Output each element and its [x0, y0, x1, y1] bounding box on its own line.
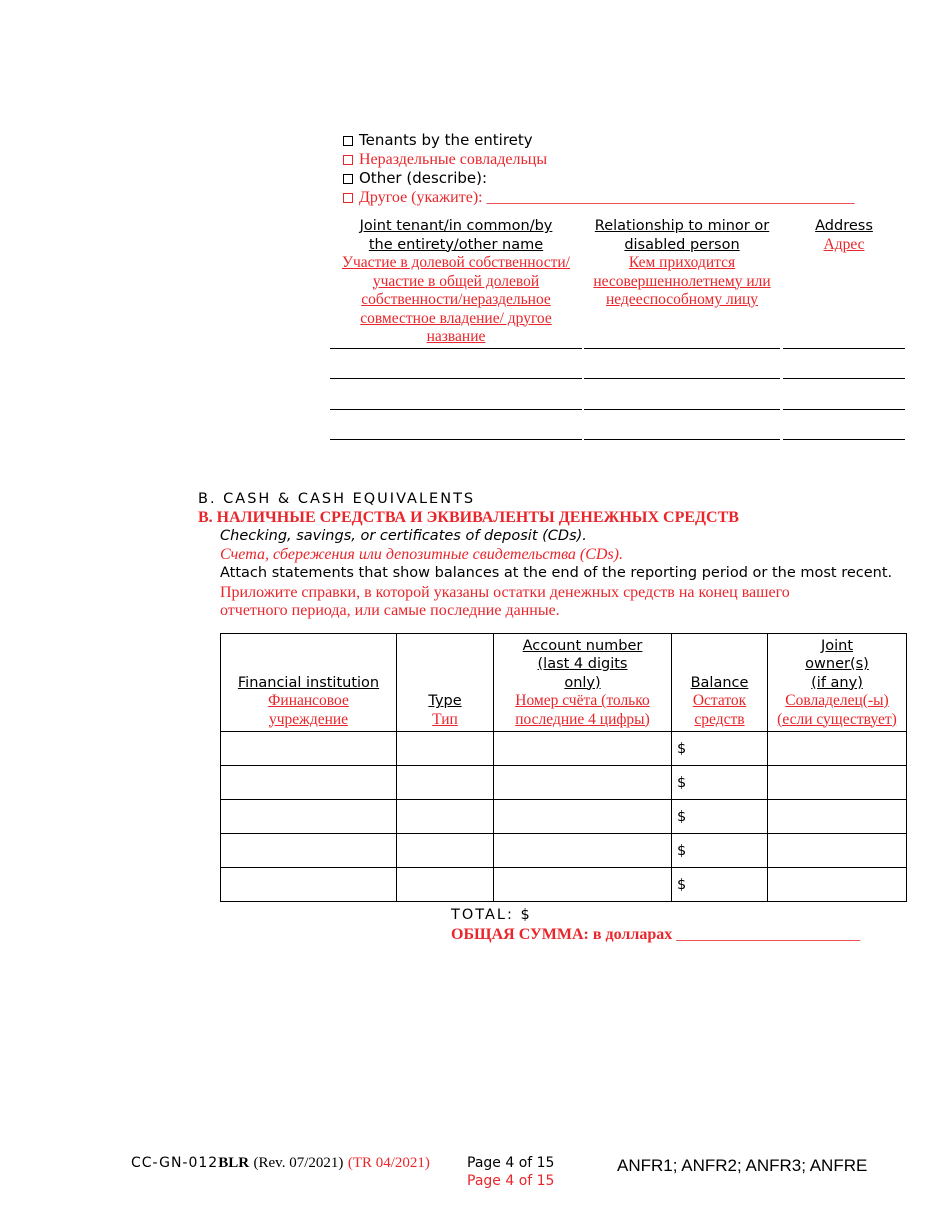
cell-balance[interactable]: $	[672, 732, 768, 766]
form-code: CC-GN-012	[131, 1155, 219, 1171]
header-en: Joint tenant/in common/by the entirety/other name	[359, 218, 553, 253]
header-type	[397, 634, 494, 732]
cell-joint-owner[interactable]	[768, 766, 907, 800]
table-row	[221, 800, 907, 834]
header-ru: Финансовое учреждение	[268, 692, 349, 728]
option-label: Другое (укажите): ______________________________________________	[359, 189, 855, 206]
cell-balance[interactable]: $	[672, 800, 768, 834]
form-suffix: BLR	[218, 1155, 250, 1171]
cell-account[interactable]	[494, 732, 672, 766]
section-b-subtitle-ru: Счета, сбережения или депозитные свидетельства (CDs).	[220, 546, 624, 563]
total-amount-field[interactable]: _______________________	[676, 926, 861, 943]
table-row	[221, 732, 907, 766]
cell-institution[interactable]	[221, 868, 397, 902]
cell-institution[interactable]	[221, 834, 397, 868]
total-label: TOTAL: $	[451, 907, 532, 923]
cell-joint-owner[interactable]	[768, 800, 907, 834]
table-row	[221, 834, 907, 868]
cell-account[interactable]	[494, 800, 672, 834]
form-revision: (Rev. 07/2021)	[253, 1155, 344, 1171]
header-ru: Кем приходится несовершеннолетнему или недееспособному лицу	[593, 254, 771, 308]
section-b-instruction-ru-2: отчетного периода, или самые последние данные.	[220, 602, 560, 619]
header-en: Type	[428, 693, 462, 709]
header-ru: Совладелец(-ы) (если существует)	[777, 692, 897, 728]
section-b-title: B. CASH & CASH EQUIVALENTS	[198, 491, 476, 507]
header-account-number	[494, 634, 672, 732]
section-b-subtitle: Checking, savings, or certificates of deposit (CDs).	[220, 528, 587, 544]
cell-institution[interactable]	[221, 766, 397, 800]
cell-type[interactable]	[397, 868, 494, 902]
page-number-ru: Page 4 of 15	[467, 1173, 555, 1189]
cell-balance[interactable]: $	[672, 766, 768, 800]
table-header-row	[221, 634, 907, 732]
table-row	[221, 766, 907, 800]
cell-type[interactable]	[397, 834, 494, 868]
header-ru: Тип	[432, 710, 458, 728]
joint-header-address	[783, 217, 905, 254]
section-b-title-ru: В. НАЛИЧНЫЕ СРЕДСТВА И ЭКВИВАЛЕНТЫ ДЕНЕЖНЫХ СРЕДСТВ	[198, 509, 739, 526]
section-b-instruction-ru-1: Приложите справки, в которой указаны остатки денежных средств на конец вашего	[220, 584, 790, 601]
option-tenants-entirety-ru[interactable]	[343, 150, 547, 169]
option-other-ru[interactable]	[343, 188, 855, 207]
form-codes: ANFR1; ANFR2; ANFR3; ANFRE	[617, 1156, 868, 1175]
cell-account[interactable]	[494, 766, 672, 800]
header-en: Address	[815, 218, 873, 234]
checkbox-icon[interactable]	[343, 193, 353, 203]
cell-joint-owner[interactable]	[768, 868, 907, 902]
cell-account[interactable]	[494, 868, 672, 902]
cell-balance[interactable]: $	[672, 834, 768, 868]
header-joint-owner	[768, 634, 907, 732]
header-en: Joint owner(s) (if any)	[805, 637, 869, 691]
total-label-ru	[451, 926, 860, 944]
form-id	[131, 1155, 430, 1172]
option-label: Tenants by the entirety	[359, 131, 533, 149]
header-en: Financial institution	[237, 674, 380, 691]
cash-accounts-table	[220, 633, 907, 902]
cell-joint-owner[interactable]	[768, 834, 907, 868]
cell-type[interactable]	[397, 732, 494, 766]
header-en: Account number (last 4 digits only)	[522, 637, 643, 691]
option-other[interactable]	[343, 169, 487, 188]
header-ru: Номер счёта (только последние 4 цифры)	[515, 692, 650, 728]
header-en: Relationship to minor or disabled person	[594, 218, 770, 253]
cell-type[interactable]	[397, 766, 494, 800]
option-label: Other (describe):	[359, 169, 488, 187]
total-label-ru-text: ОБЩАЯ СУММА: в долларах	[451, 926, 673, 943]
option-tenants-entirety[interactable]	[343, 131, 533, 150]
cell-balance[interactable]: $	[672, 868, 768, 902]
cell-account[interactable]	[494, 834, 672, 868]
joint-header-relationship	[584, 217, 780, 310]
cell-institution[interactable]	[221, 800, 397, 834]
section-b-instruction: Attach statements that show balances at the end of the reporting period or the most recent.	[220, 565, 893, 581]
joint-header-name	[330, 217, 582, 347]
checkbox-icon[interactable]	[343, 155, 353, 165]
header-financial-institution	[221, 634, 397, 732]
cell-institution[interactable]	[221, 732, 397, 766]
form-translation-date: (TR 04/2021)	[347, 1155, 430, 1171]
option-label: Нераздельные совладельцы	[359, 151, 548, 168]
header-ru: Участие в долевой собственности/ участие в общей долевой собственности/нераздельное совместное владение/ другое название	[342, 254, 570, 345]
checkbox-icon[interactable]	[343, 136, 353, 146]
cell-type[interactable]	[397, 800, 494, 834]
page-number: Page 4 of 15	[467, 1155, 555, 1171]
checkbox-icon[interactable]	[343, 174, 353, 184]
cell-joint-owner[interactable]	[768, 732, 907, 766]
header-ru: Остаток средств	[692, 692, 747, 728]
header-en: Balance	[690, 674, 749, 691]
header-ru: Адрес	[823, 235, 865, 253]
table-row	[221, 868, 907, 902]
header-balance	[672, 634, 768, 732]
